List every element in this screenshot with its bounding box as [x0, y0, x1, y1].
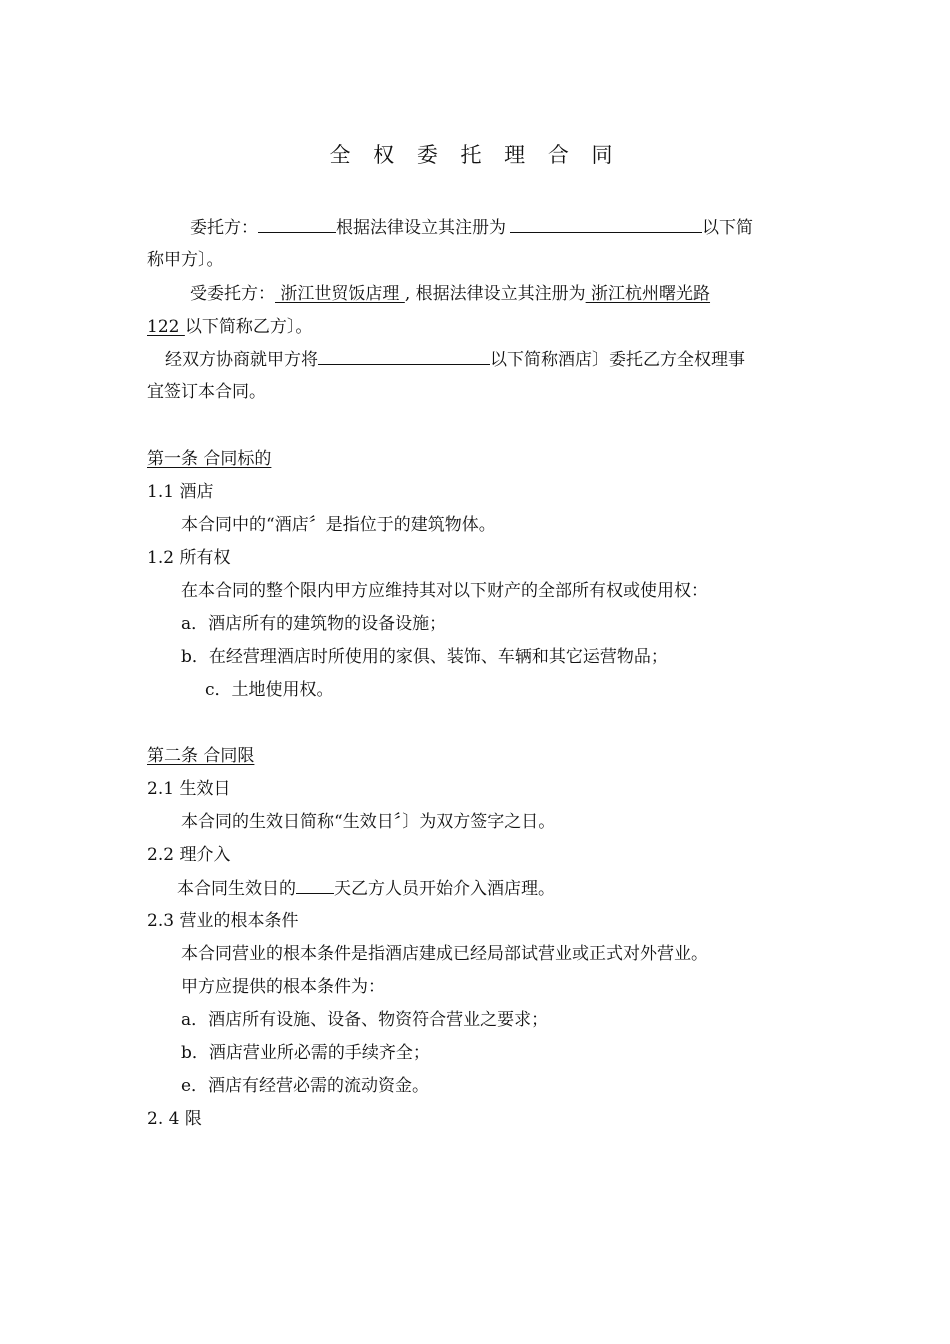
party-b-address-number: 122	[147, 317, 185, 337]
party-b-text: , 根据法律设立其注册为	[404, 284, 586, 304]
section-2-2-title: 2.2 理介入	[147, 845, 231, 865]
party-b-tail: 以下简称乙方〕。	[184, 317, 313, 337]
list-item-e: e．酒店有经营必需的流动资金。	[181, 1076, 430, 1096]
agreement-tail: 以下简称酒店〕委托乙方全权理事	[490, 350, 745, 370]
party-a-line2: 称甲方〕。	[147, 250, 224, 270]
list-item-b: b．在经营理酒店时所使用的家俱、装饰、车辆和其它运营物品；	[181, 647, 668, 667]
article1-heading: 第一条 合同标的	[147, 449, 272, 469]
party-a-registration-blank[interactable]	[510, 215, 702, 233]
section-1-1-text: 本合同中的“酒店〞是指位于的建筑物体。	[181, 515, 496, 535]
section-2-1-text: 本合同的生效日简称“生效日〞〕为双方签字之日。	[181, 812, 556, 832]
agreement-line	[165, 347, 745, 372]
document-title: 全 权 委 托 理 合 同	[329, 143, 621, 167]
section-2-4-title: 2. 4 限	[147, 1109, 202, 1129]
party-b-line2	[147, 315, 312, 339]
days-blank[interactable]	[296, 876, 334, 894]
section-2-3-text1: 本合同营业的根本条件是指酒店建成已经局部试营业或正式对外营业。	[181, 944, 708, 964]
section-2-1-title: 2.1 生效日	[147, 779, 231, 799]
section-1-2-text: 在本合同的整个限内甲方应维持其对以下财产的全部所有权或使用权：	[181, 581, 708, 601]
party-a-tail: 以下简	[702, 218, 753, 238]
party-a-text: 根据法律设立其注册为	[336, 218, 506, 238]
party-a-blank[interactable]	[258, 215, 336, 233]
section-1-1-title: 1.1 酒店	[147, 482, 214, 502]
section-1-2-title: 1.2 所有权	[147, 548, 231, 568]
agreement-line2: 宜签订本合同。	[147, 382, 266, 402]
party-a-label: 委托方：	[190, 218, 258, 238]
section-2-2-text-b: 天乙方人员开始介入酒店理。	[334, 879, 555, 899]
party-b-address: 浙江杭州曙光路	[585, 284, 711, 304]
list-item-c: c．土地使用权。	[205, 680, 334, 700]
list-item-a: a．酒店所有的建筑物的设备设施；	[181, 614, 447, 634]
agreement-text: 经双方协商就甲方将	[165, 350, 318, 370]
list-item-a: a．酒店所有设施、设备、物资符合营业之要求；	[181, 1010, 549, 1030]
hotel-name-blank[interactable]	[318, 347, 490, 365]
list-item-b: b．酒店营业所必需的手续齐全；	[181, 1043, 430, 1063]
party-b-line	[190, 282, 710, 306]
party-b-name: 浙江世贸饭店理	[275, 284, 405, 304]
article2-heading: 第二条 合同限	[147, 746, 255, 766]
section-2-2-text	[177, 876, 555, 901]
section-2-3-title: 2.3 营业的根本条件	[147, 911, 299, 931]
party-b-label: 受委托方：	[190, 284, 275, 304]
party-a-line	[190, 215, 753, 240]
section-2-2-text-a: 本合同生效日的	[177, 879, 296, 899]
section-2-3-text2: 甲方应提供的根本条件为：	[181, 977, 385, 997]
